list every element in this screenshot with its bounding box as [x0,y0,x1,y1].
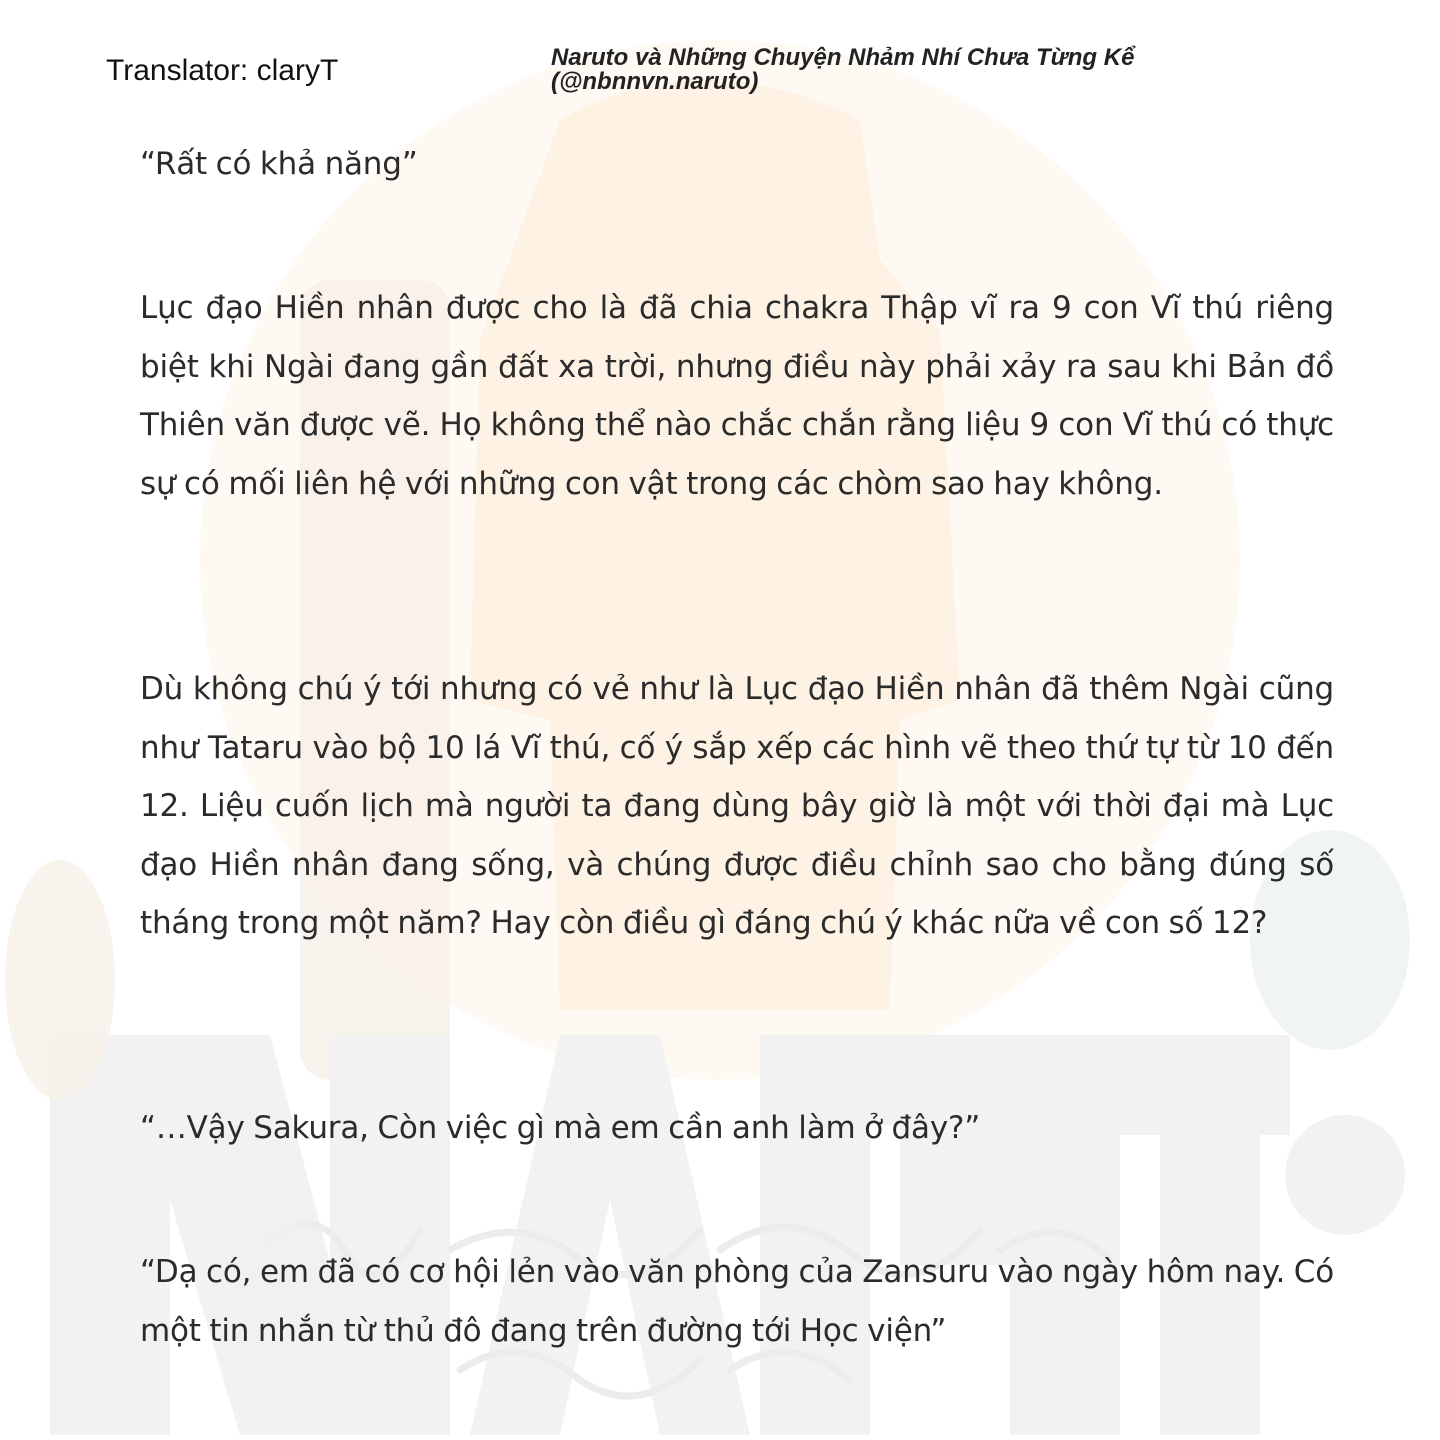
watermark-figure-left [5,860,115,1100]
paragraph-2: Lục đạo Hiền nhân được cho là đã chia chakra Thập vĩ ra 9 con Vĩ thú riêng biệt khi Ngài đang gần đất xa trời, nhưng điều này phải xảy ra sau khi Bản đồ Thiên văn được vẽ. Họ không thể nào chắc chắn rằng liệu 9 con Vĩ thú có thực sự có mối liên hệ với những con vật trong các chòm sao hay không. [140,290,1334,502]
paragraph-1: “Rất có khả năng” [140,146,418,182]
series-title-block [551,46,1271,94]
series-title: Naruto và Những Chuyện Nhảm Nhí Chưa Từng Kể [551,44,1135,71]
paragraph-4: “…Vậy Sakura, Còn việc gì mà em cần anh làm ở đây?” [140,1110,981,1146]
translator-credit: Translator: claryT [106,54,339,87]
series-handle: (@nbnnvn.naruto) [551,68,759,95]
paragraph-3: Dù không chú ý tới nhưng có vẻ như là Lục đạo Hiền nhân đã thêm Ngài cũng như Tataru vào bộ 10 lá Vĩ thú, cố ý sắp xếp các hình vẽ theo thứ tự từ 10 đến 12. Liệu cuốn lịch mà người ta đang dùng bây giờ là một với thời đại mà Lục đạo Hiền nhân đang sống, và chúng được điều chỉnh sao cho bằng đúng số tháng trong một năm? Hay còn điều gì đáng chú ý khác nữa về con số 12? [140,671,1334,941]
paragraph-5: “Dạ có, em đã có cơ hội lẻn vào văn phòng của Zansuru vào ngày hôm nay. Có một tin nhắn từ thủ đô đang trên đường tới Học viện” [140,1254,1334,1349]
